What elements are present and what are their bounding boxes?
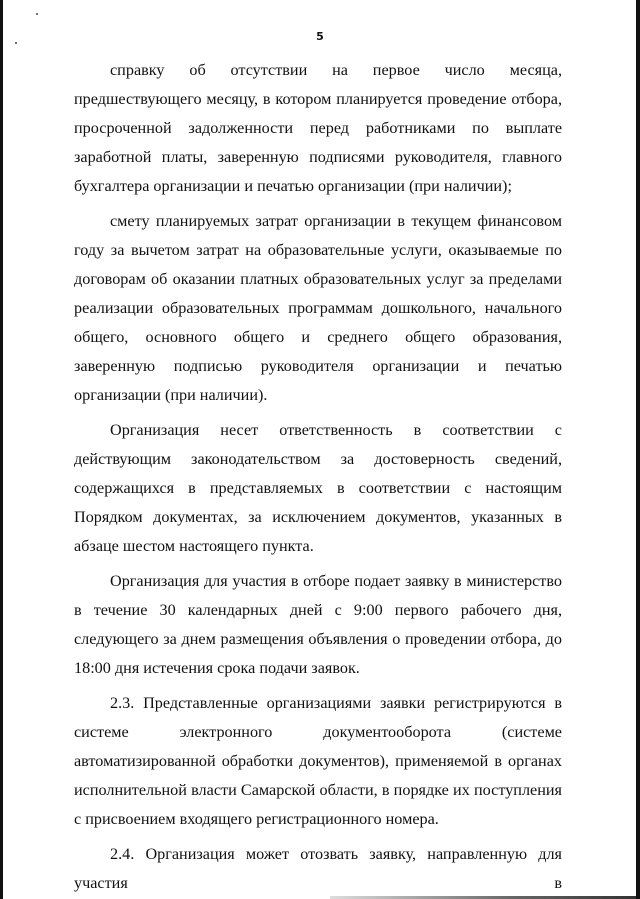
document-body xyxy=(74,56,562,898)
paragraph-section-2-3: 2.3. Представленные организациями заявки регистрируются в системе электронного документооборота (системе автоматизированной обработки документов), применяемой в органах исполнительной власти Самарской области, в порядке их поступления с присвоением входящего регистрационного номера. xyxy=(74,694,562,828)
scan-speck xyxy=(36,13,38,15)
paragraph-section-2-4: 2.4. Организация может отозвать заявку, направленную для участия в xyxy=(74,845,562,892)
paragraph-certificate-no-arrears: справку об отсутствии на первое число месяца, предшествующего месяцу, в котором планируется проведение отбора, просроченной задолженности перед работниками по выплате заработной платы, заверенную подписями руководителя, главного бухгалтера организации и печатью организации (при наличии); xyxy=(74,61,562,195)
paragraph-responsibility: Организация несет ответственность в соответствии с действующим законодательством за достоверность сведений, содержащихся в представляемых в соответствии с настоящим Порядком документах, за исключением документов, указанных в абзаце шестом настоящего пункта. xyxy=(74,421,562,555)
page-number: 5 xyxy=(316,30,324,43)
paragraph-cost-estimate: смету планируемых затрат организации в текущем финансовом году за вычетом затрат на образовательные услуги, оказываемые по договорам об оказании платных образовательных услуг за пределами реализации образовательных программам дошкольного, начального общего, основного общего и среднего общего образования, заверенную подписью руководителя организации и печатью организации (при наличии). xyxy=(74,212,562,404)
scan-edge-left xyxy=(0,0,3,899)
scan-edge-right xyxy=(636,0,640,899)
paragraph-application-submission: Организация для участия в отборе подает заявку в министерство в течение 30 календарных дней с 9:00 первого рабочего дня, следующего за днем размещения объявления о проведении отбора, до 18:00 дня истечения срока подачи заявок. xyxy=(74,572,562,677)
